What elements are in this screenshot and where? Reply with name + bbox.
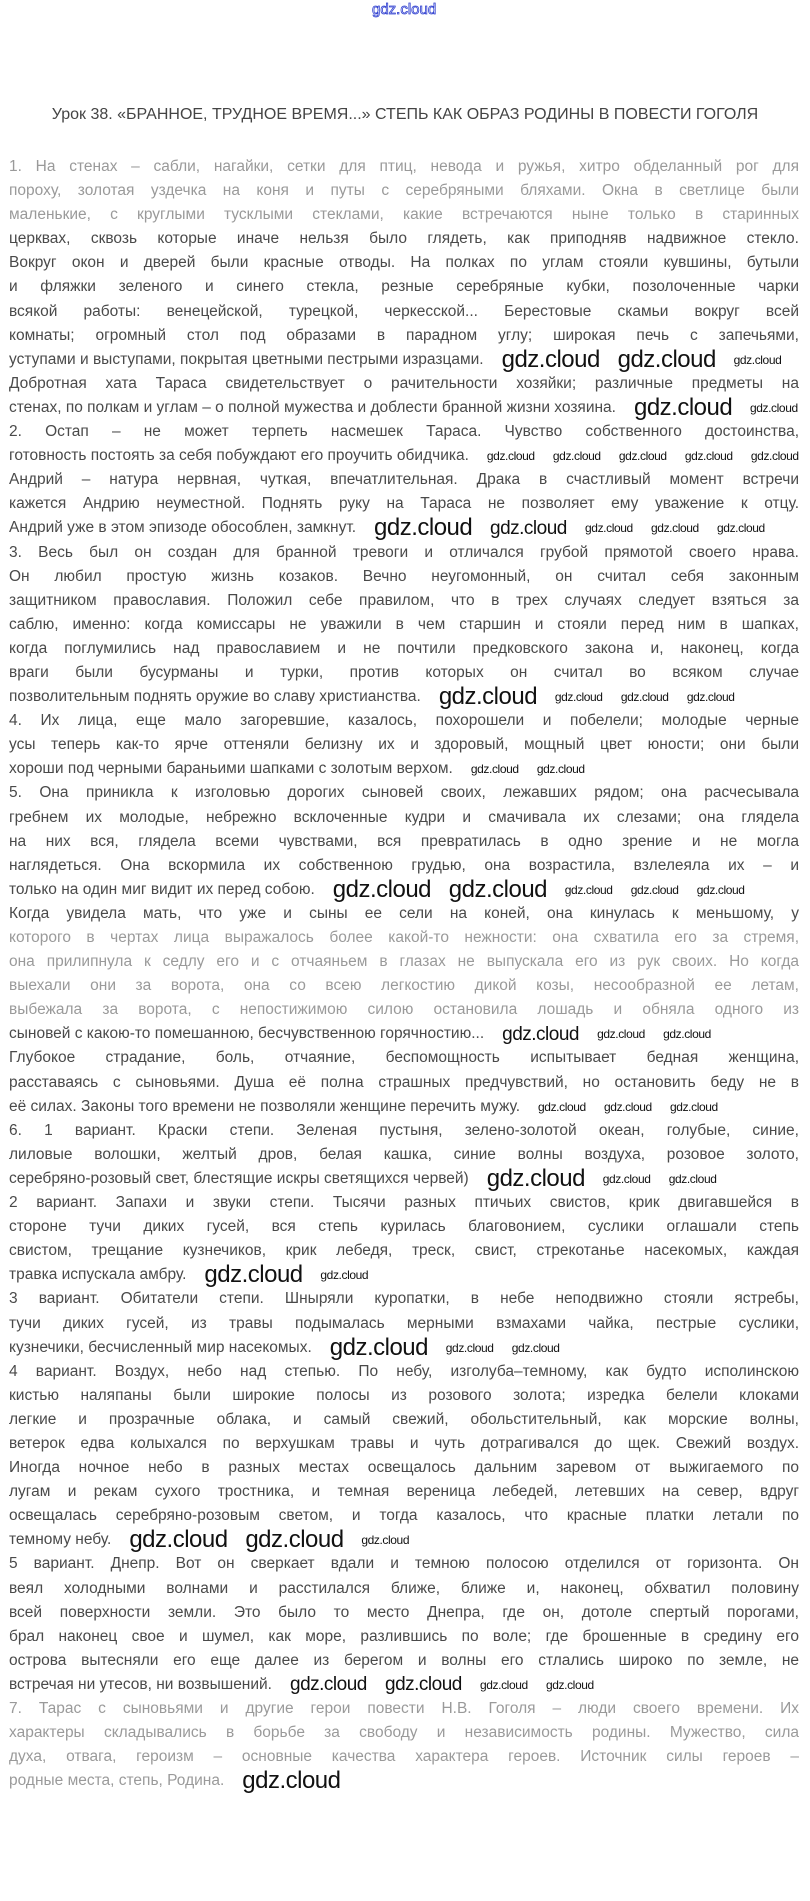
text-line: Иногда ночное небо в разных местах освещалось дальним заревом от выжигаемого по (9, 1459, 799, 1477)
text-line: враги были бусурманы и турки, против которых он считал во всяком случае (9, 663, 799, 681)
text-line: 6. 1 вариант. Краски степи. Зеленая пустыня, зелено-золотой океан, голубые, синие, (9, 1121, 799, 1139)
watermark: gdz.cloud (245, 1526, 344, 1554)
text-line: стороне тучи диких гусей, вся степь курилась благовонием, суслики оглашали степь (9, 1218, 799, 1236)
text-line: позволительным поднять оружие во славу христианства. (9, 688, 421, 706)
paragraph (9, 709, 799, 781)
paragraph (9, 155, 799, 372)
text-line: ветерок едва колыхался по верхушкам травы и чуть дотрагивался до щек. Свежий воздух. (9, 1434, 799, 1452)
watermark: gdz.cloud (486, 1164, 585, 1192)
paragraph (9, 420, 799, 468)
watermark: gdz.cloud (670, 1099, 718, 1114)
text-line: маленькие, с круглыми тусклыми стеклами, какие встречаются ныне только в старинных (9, 206, 799, 224)
text-line: когда поглумились над православием и не почтили предковского закона и, наконец, когда (9, 639, 799, 657)
text-line: защитником православия. Положил себе правилом, что в трех случаях следует взяться за (9, 591, 799, 609)
watermark: gdz.cloud (604, 1099, 652, 1114)
watermark: gdz.cloud (242, 1767, 341, 1795)
text-line: Вокруг окон и дверей были красные отводы. На полках по углам стояли кувшины, бутыли (9, 254, 799, 272)
text-line: только на один миг видит их перед собою. (9, 880, 315, 898)
text-line: серебряно-розовый свет, блестящие искры светящихся червей) (9, 1169, 469, 1187)
text-line: лугам и рекам сухого тростника, и темная вереница лебедей, летевших на север, вдруг (9, 1483, 799, 1501)
text-line: уступами и выступами, покрытая цветными пестрыми изразцами. (9, 350, 484, 368)
text-line: наглядеться. Она вскормила их собственною грудью, она возрастила, взлелеяла их – и (9, 856, 799, 874)
text-line: расставаясь с сыновьями. Душа её полна страшных предчувствий, но остановить беду не в (9, 1073, 799, 1091)
watermark: gdz.cloud (332, 875, 432, 903)
watermark: gdz.cloud (538, 1099, 586, 1114)
text-line: усы теперь как-то ярче оттеняли белизну их и здоровый, мощный цвет юности; они были (9, 736, 799, 754)
watermark: gdz.cloud (546, 1677, 594, 1692)
watermark: gdz.cloud (361, 1533, 410, 1548)
text-line: травка испускала амбру. (9, 1266, 187, 1284)
watermark: gdz.cloud (733, 352, 782, 367)
paragraph (9, 902, 799, 1047)
text-line: 7. Тарас с сыновьями и другие герои повести Н.В. Гоголя – люди своего времени. Их (9, 1700, 799, 1717)
watermark: gdz.cloud (502, 1023, 579, 1045)
text-line: саблю, именно: когда комиссары не уважили в чем старшин и стояли перед ним в шапках, (9, 615, 799, 633)
watermark: gdz.cloud (597, 1027, 645, 1042)
watermark: gdz.cloud (630, 882, 679, 897)
text-line: Когда увидела мать, что уже и сыны ее сели на коней, она кинулась к меньшому, у (9, 904, 799, 922)
watermark: gdz.cloud (552, 449, 601, 464)
watermark: gdz.cloud (663, 1027, 711, 1042)
watermark: gdz.cloud (554, 690, 603, 705)
watermark: gdz.cloud (320, 1268, 369, 1283)
watermark: gdz.cloud (717, 521, 765, 536)
watermark: gdz.cloud (490, 517, 567, 539)
text-line: тучи диких гусей, из травы подымалась мерными взмахами чайка, пестрые суслики, (9, 1314, 799, 1332)
text-line: гребнем их молодые, небрежно всклоченные кудри и смачивала их слезами; она глядела (9, 808, 799, 826)
watermark: gdz.cloud (651, 521, 699, 536)
text-line: легкие и прозрачные облака, и самый свежий, обольстительный, как морские волны, (9, 1410, 799, 1428)
paragraph (9, 541, 799, 710)
text-line: выехали они за ворота, она со всею легкостию дикой козы, несообразной ее летам, (9, 977, 799, 995)
watermark-top: gdz.cloud (372, 1, 437, 18)
text-line: выбежала за ворота, с непостижимою силою остановила лошадь и обняла одного из (9, 1001, 799, 1019)
text-line: 2 вариант. Запахи и звуки степи. Тысячи разных птичьих свистов, крик двигавшейся в (9, 1194, 799, 1212)
text-line: лиловые волошки, желтый дров, белая кашка, синие волны воздуха, розовое золото, (9, 1145, 799, 1163)
text-line: 3. Весь был он создан для бранной тревоги и отличался грубой прямотой своего нрава. (9, 543, 799, 561)
text-line: церквах, сквозь которые иначе нельзя было глядеть, как приподняв надвижное стекло. (9, 230, 799, 248)
watermark: gdz.cloud (385, 1674, 462, 1696)
text-line: комнаты; огромный стол под образами в парадном углу; широкая печь с запечьями, (9, 326, 799, 344)
watermark: gdz.cloud (618, 449, 667, 464)
text-line: и фляжки зеленого и синего стекла, резные серебряные кубки, позолоченные чарки (9, 278, 799, 296)
watermark: gdz.cloud (585, 521, 633, 536)
watermark: gdz.cloud (480, 1677, 528, 1692)
text-line: Глубокое страдание, боль, отчаяние, беспомощность испытывает бедная женщина, (9, 1049, 799, 1067)
watermark: gdz.cloud (290, 1674, 367, 1696)
text-line: хороши под черными бараньими шапками с золотым верхом. (9, 760, 453, 778)
text-line: 3 вариант. Обитатели степи. Шныряли куропатки, в небе неподвижно стояли ястребы, (9, 1290, 799, 1308)
text-line: Андрий – натура нервная, чуткая, впечатлительная. Драка в счастливый момент встречи (9, 471, 799, 489)
text-line: духа, отвага, героизм – основные качества характера героев. Источник силы героев – (9, 1748, 799, 1766)
watermark: gdz.cloud (617, 345, 716, 373)
text-line: свистом, трещание кузнечиков, крик лебедя, треск, свист, стрекотанье насекомых, каждая (9, 1242, 799, 1260)
text-line: 4 вариант. Воздух, небо над степью. По небу, изголуба–темному, как будто исполинскою (9, 1362, 799, 1380)
text-line: она прилипнула к седлу его и с отчаяньем в глазах не выпускала его из рук своих. Но когда (9, 953, 799, 971)
text-line: кузнечики, бесчисленный мир насекомых. (9, 1338, 312, 1356)
watermark: gdz.cloud (750, 449, 799, 464)
text-line: характеры складывались в борьбе за свободу и независимость родины. Мужество, сила (9, 1724, 799, 1742)
text-line: кистью наляпаны были широкие полосы из розового золота; изредка белели клоками (9, 1386, 799, 1404)
watermark: gdz.cloud (633, 393, 733, 421)
watermark: gdz.cloud (204, 1261, 303, 1289)
text-line: сыновей с какою-то помешанною, бесчувственною горячностию... (9, 1025, 485, 1043)
text-line: готовность постоять за себя побуждают его проучить обидчика. (9, 447, 469, 465)
page-title: Урок 38. «БРАННОЕ, ТРУДНОЕ ВРЕМЯ...» СТЕПЬ КАК ОБРАЗ РОДИНЫ В ПОВЕСТИ ГОГОЛЯ (51, 106, 759, 123)
watermark: gdz.cloud (329, 1333, 429, 1361)
watermark: gdz.cloud (668, 1171, 717, 1186)
watermark: gdz.cloud (686, 690, 735, 705)
watermark: gdz.cloud (564, 882, 613, 897)
text-line: 5 вариант. Днепр. Вот он сверкает вдали и темною полосою отделился от горизонта. Он (9, 1555, 799, 1573)
text-line: темному небу. (9, 1531, 112, 1549)
text-line: веял холодными волнами и расстилался ближе, ближе и, наконец, обхватил половину (9, 1579, 799, 1597)
text-line: 1. На стенах – сабли, нагайки, сетки для птиц, невода и ружья, хитро обделанный рог для (9, 158, 799, 175)
text-line: 5. Она приникла к изголовью дорогих сыновей своих, лежавших рядом; она расчесывала (9, 784, 799, 802)
text-line: брал наконец свое и шумел, как море, разлившись по воле; где брошенные в средину его (9, 1627, 799, 1645)
text-line: 4. Их лица, еще мало загоревшие, казалось, похорошели и побелели; молодые черные (9, 712, 799, 730)
text-line: встречая ни утесов, ни возвышений. (9, 1675, 272, 1693)
text-line: родные места, степь, Родина. (9, 1772, 225, 1790)
text-line: 2. Остап – не может терпеть насмешек Тараса. Чувство собственного достоинства, (9, 423, 799, 441)
text-line: которого в чертах лица выражалось более какой-то нежности: она схватила его за стремя, (9, 929, 799, 946)
watermark: gdz.cloud (536, 762, 585, 777)
text-line: кажется Андрию неуместной. Поднять руку на Тараса не позволяет ему уважение к отцу. (9, 495, 799, 513)
text-line: Он любил простую жизнь козаков. Вечно неугомонный, он считал себя законным (9, 567, 799, 585)
watermark: gdz.cloud (696, 882, 745, 897)
paragraph (9, 1360, 799, 1553)
paragraph (9, 1697, 799, 1793)
text-line: острова вытесняли его еще далее из берегом и волны его стлались широко по земле, не (9, 1651, 799, 1669)
watermark: gdz.cloud (374, 514, 473, 542)
watermark: gdz.cloud (448, 875, 548, 903)
watermark: gdz.cloud (602, 1171, 651, 1186)
paragraph (9, 1191, 799, 1287)
watermark: gdz.cloud (684, 449, 733, 464)
watermark: gdz.cloud (511, 1340, 560, 1355)
watermark: gdz.cloud (470, 762, 519, 777)
watermark: gdz.cloud (749, 400, 798, 415)
text-line: пороху, золотая уздечка на коня и путы с серебряными бляхами. Окна в светлице были (9, 182, 799, 200)
watermark: gdz.cloud (129, 1526, 228, 1554)
text-line: всякой работы: венецейской, турецкой, черкесской... Берестовые скамьи вокруг всей (9, 302, 799, 320)
watermark: gdz.cloud (620, 690, 669, 705)
watermark: gdz.cloud (438, 683, 538, 711)
watermark: gdz.cloud (445, 1340, 494, 1355)
text-line: всей поверхности земли. Это было то место Днепра, где он, дотоле спертый порогами, (9, 1603, 799, 1621)
watermark: gdz.cloud (501, 345, 600, 373)
text-line: Добротная хата Тараса свидетельствует о рачительности хозяйки; различные предметы на (9, 374, 799, 392)
text-line: её силах. Законы того времени не позволяли женщине перечить мужу. (9, 1097, 521, 1115)
watermark: gdz.cloud (486, 449, 535, 464)
text-line: Андрий уже в этом эпизоде обособлен, замкнут. (9, 519, 357, 537)
text-line: стенах, по полкам и углам – о полной мужества и доблести бранной жизни хозяина. (9, 398, 616, 416)
text-line: на них вся, глядела всеми чувствами, вся превратилась в одно зрение и не могла (9, 832, 799, 850)
text-line: освещалась серебряно-розовым светом, и тогда казалось, что красные платки летали по (9, 1507, 799, 1525)
